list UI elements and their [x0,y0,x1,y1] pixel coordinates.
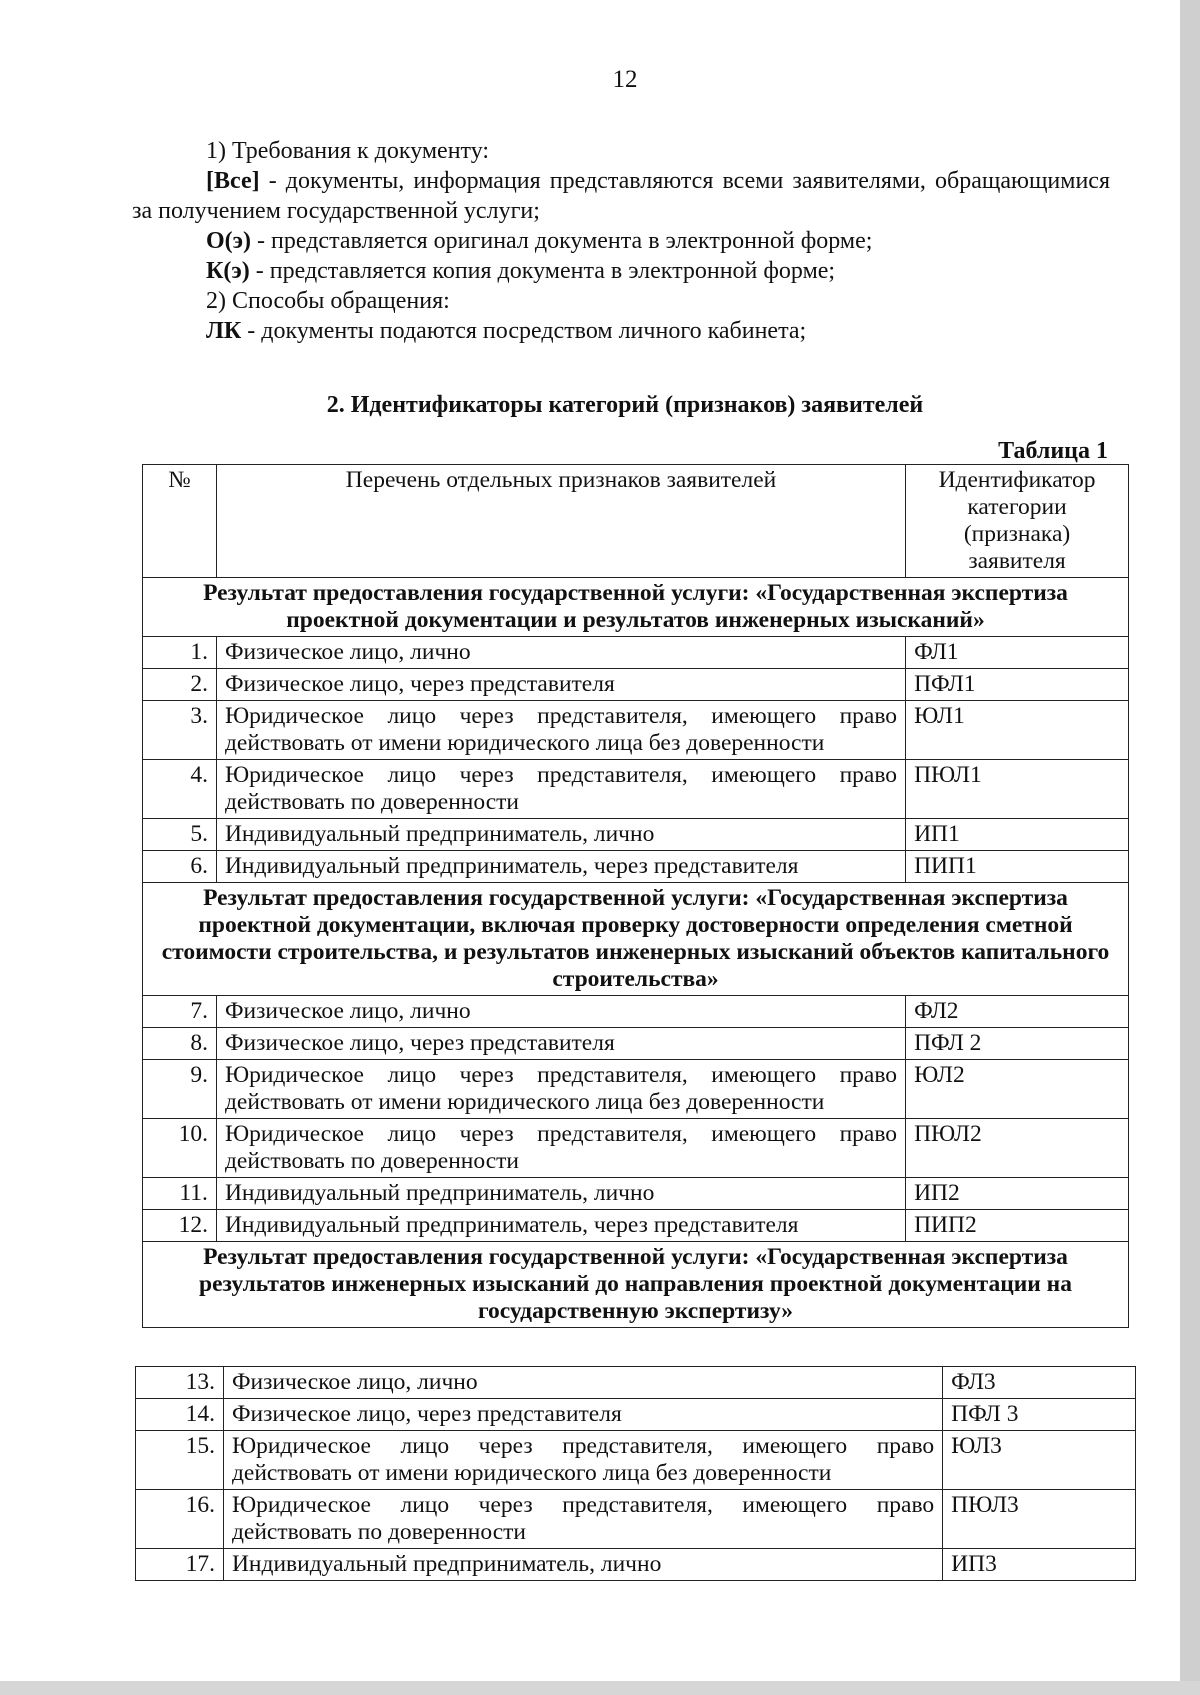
group-row [143,883,1129,996]
scan-edge [1180,0,1200,1695]
row-num: 10. [143,1119,217,1178]
section-title: 2. Идентификаторы категорий (признаков) заявителей [326,392,924,418]
row-id: ЮЛ3 [943,1431,1136,1490]
group-row [143,1242,1129,1328]
row-text: Юридическое лицо через представителя, имеющего право действовать от имени юридического лица без доверенности [216,1060,905,1119]
requirements-heading: 1) Требования к документу: [206,138,490,164]
intro-block [132,136,1110,346]
row-text: Юридическое лицо через представителя, имеющего право действовать по доверенности [216,1119,905,1178]
row-num: 11. [143,1178,217,1210]
row-num: 8. [143,1028,217,1060]
row-num: 7. [143,996,217,1028]
row-text: Юридическое лицо через представителя, имеющего право действовать по доверенности [223,1490,942,1549]
table-row [136,1490,1136,1549]
table-row [136,1367,1136,1399]
row-text: Индивидуальный предприниматель, через представителя [216,1210,905,1242]
page-number: 12 [612,66,638,93]
personal-cabinet-note [132,316,1110,346]
table-row [143,1178,1129,1210]
row-num: 17. [136,1549,224,1581]
row-id: ИП2 [906,1178,1129,1210]
row-num: 4. [143,760,217,819]
group-title: Результат предоставления государственной услуги: «Государственная экспертиза проектной документации, включая проверку достоверности определения сметной стоимости строительства, и результатов инженерных изысканий объектов капитального строительства» [143,883,1129,996]
original-note [132,226,1110,256]
row-id: ПЮЛ3 [943,1490,1136,1549]
lk-desc: - документы подаются посредством личного кабинета; [241,318,807,344]
row-num: 14. [136,1399,224,1431]
row-num: 9. [143,1060,217,1119]
row-id: ПФЛ 3 [943,1399,1136,1431]
row-text: Физическое лицо, лично [216,996,905,1028]
row-num: 12. [143,1210,217,1242]
row-num: 5. [143,819,217,851]
header-list: Перечень отдельных признаков заявителей [216,465,905,578]
row-text: Физическое лицо, лично [223,1367,942,1399]
row-id: ПЮЛ1 [906,760,1129,819]
row-id: ИП1 [906,819,1129,851]
group-title: Результат предоставления государственной услуги: «Государственная экспертиза результатов инженерных изысканий до направления проектной документации на государственную экспертизу» [143,1242,1129,1328]
row-id: ПИП1 [906,851,1129,883]
row-text: Индивидуальный предприниматель, лично [216,1178,905,1210]
row-text: Физическое лицо, через представителя [216,669,905,701]
scan-bottom-edge [0,1681,1200,1695]
copy-code: К(э) [206,258,250,284]
header-num: № [143,465,217,578]
original-desc: - представляется оригинал документа в электронной форме; [251,228,873,254]
table-row [143,669,1129,701]
original-code: О(э) [206,228,252,254]
table-row [143,1210,1129,1242]
table-row [143,1060,1129,1119]
lk-code: ЛК [206,318,242,344]
table-row [143,851,1129,883]
table-caption: Таблица 1 [998,438,1108,464]
row-text: Физическое лицо, лично [216,637,905,669]
row-text: Физическое лицо, через представителя [216,1028,905,1060]
row-id: ПФЛ1 [906,669,1129,701]
group-row [143,578,1129,637]
group-title: Результат предоставления государственной услуги: «Государственная экспертиза проектной документации и результатов инженерных изысканий» [143,578,1129,637]
row-text: Юридическое лицо через представителя, имеющего право действовать от имени юридического лица без доверенности [216,701,905,760]
table-row [143,637,1129,669]
copy-desc: - представляется копия документа в электронной форме; [249,258,836,284]
row-text: Индивидуальный предприниматель, лично [223,1549,942,1581]
header-id: Идентификатор категории (признака) заявителя [906,465,1129,578]
table-row [143,819,1129,851]
row-text: Юридическое лицо через представителя, имеющего право действовать от имени юридического лица без доверенности [223,1431,942,1490]
applicant-table-continued [135,1366,1136,1581]
table-row [143,701,1129,760]
applicant-table [142,464,1129,1328]
row-text: Индивидуальный предприниматель, через представителя [216,851,905,883]
row-id: ПФЛ 2 [906,1028,1129,1060]
table-row [136,1431,1136,1490]
methods-heading: 2) Способы обращения: [206,288,450,314]
table-row [143,760,1129,819]
all-code: [Все] [206,168,260,194]
row-num: 13. [136,1367,224,1399]
row-id: ЮЛ2 [906,1060,1129,1119]
row-id: ФЛ1 [906,637,1129,669]
all-desc: - документы, информация представляются всеми заявителями, обращающимися за получением государственной услуги; [132,168,1110,224]
row-text: Физическое лицо, через представителя [223,1399,942,1431]
row-id: ПИП2 [906,1210,1129,1242]
row-num: 1. [143,637,217,669]
row-num: 3. [143,701,217,760]
table-header-row [143,465,1129,578]
all-applicants-note [132,166,1110,226]
copy-note [132,256,1110,286]
row-id: ПЮЛ2 [906,1119,1129,1178]
row-id: ФЛ2 [906,996,1129,1028]
row-id: ИП3 [943,1549,1136,1581]
row-id: ЮЛ1 [906,701,1129,760]
row-id: ФЛ3 [943,1367,1136,1399]
table-row [136,1549,1136,1581]
table-row [143,1028,1129,1060]
row-num: 2. [143,669,217,701]
row-num: 6. [143,851,217,883]
table-row [136,1399,1136,1431]
table-row [143,996,1129,1028]
row-text: Индивидуальный предприниматель, лично [216,819,905,851]
row-text: Юридическое лицо через представителя, имеющего право действовать по доверенности [216,760,905,819]
row-num: 15. [136,1431,224,1490]
row-num: 16. [136,1490,224,1549]
table-row [143,1119,1129,1178]
